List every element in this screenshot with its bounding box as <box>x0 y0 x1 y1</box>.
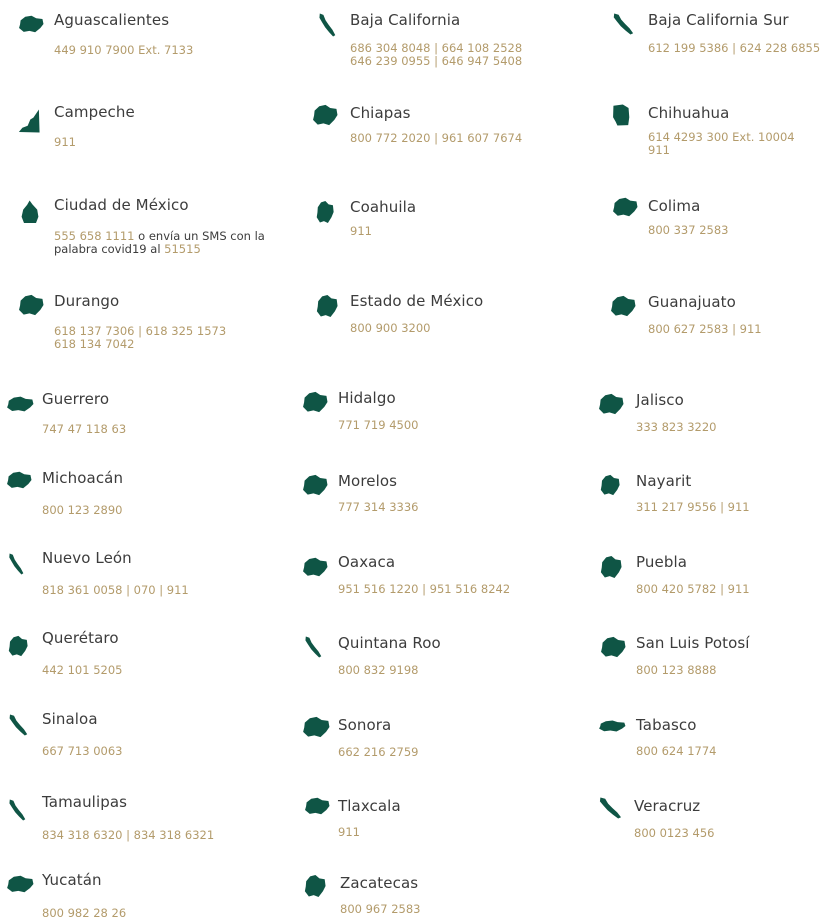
phone-number[interactable]: 800 982 28 26 <box>42 906 127 920</box>
state-name: Baja California <box>350 11 461 29</box>
state-phones <box>634 827 714 840</box>
state-phones <box>42 423 126 436</box>
state-phones <box>636 664 716 677</box>
state-phones <box>54 44 193 57</box>
phone-number[interactable]: 911 <box>648 143 670 157</box>
phone-number[interactable]: 818 361 0058 | 070 | 911 <box>42 583 189 597</box>
state-name: San Luis Potosí <box>636 634 750 652</box>
aguascalientes-map-icon <box>18 15 44 33</box>
san-luis-potosi-map-icon <box>600 636 626 658</box>
state-name: Jalisco <box>636 391 684 409</box>
coahuila-map-icon <box>316 200 334 224</box>
tabasco-map-icon <box>598 720 626 732</box>
sinaloa-map-icon <box>8 714 28 736</box>
baja-california-map-icon <box>318 13 336 37</box>
chiapas-map-icon <box>312 104 338 126</box>
puebla-map-icon <box>600 555 622 579</box>
state-phones <box>42 745 122 758</box>
state-name: Guerrero <box>42 390 110 408</box>
state-phones <box>636 501 750 514</box>
state-name: Campeche <box>54 103 135 121</box>
state-phones <box>42 907 126 920</box>
zacatecas-map-icon <box>304 874 326 898</box>
phone-number[interactable]: 771 719 4500 <box>338 418 419 432</box>
tlaxcala-map-icon <box>304 797 330 815</box>
colima-map-icon <box>612 197 638 217</box>
phone-number[interactable]: 800 900 3200 <box>350 321 431 335</box>
guerrero-map-icon <box>6 396 34 412</box>
phone-number[interactable]: 686 304 8048 | 664 108 2528 <box>350 41 523 55</box>
state-name: Chiapas <box>350 104 411 122</box>
phone-number[interactable]: 800 123 2890 <box>42 503 123 517</box>
phone-number[interactable]: 800 967 2583 <box>340 902 421 916</box>
state-phones <box>338 501 418 514</box>
tamaulipas-map-icon <box>8 799 26 821</box>
sonora-map-icon <box>302 716 330 738</box>
phone-number[interactable]: 646 239 0955 | 646 947 5408 <box>350 54 523 68</box>
nayarit-map-icon <box>600 474 620 496</box>
phone-number[interactable]: 311 217 9556 | 911 <box>636 500 750 514</box>
state-phones <box>42 664 122 677</box>
phone-number[interactable]: 800 624 1774 <box>636 744 717 758</box>
state-name: Ciudad de México <box>54 196 189 214</box>
phone-number[interactable]: 911 <box>350 224 372 238</box>
durango-map-icon <box>18 294 44 316</box>
veracruz-map-icon <box>598 797 622 819</box>
state-name: Zacatecas <box>340 874 419 892</box>
phone-number[interactable]: 911 <box>338 825 360 839</box>
state-phones <box>42 829 214 842</box>
state-name: Oaxaca <box>338 553 396 571</box>
state-phones <box>350 42 522 68</box>
state-phones <box>648 224 728 237</box>
state-phones <box>648 131 795 157</box>
state-name: Veracruz <box>634 797 701 815</box>
ciudad-de-mexico-map-icon <box>20 200 40 224</box>
phone-number[interactable]: 951 516 1220 | 951 516 8242 <box>338 582 511 596</box>
state-phones <box>636 421 716 434</box>
phone-number[interactable]: 800 337 2583 <box>648 223 729 237</box>
state-phones <box>42 584 189 597</box>
phone-number[interactable]: 449 910 7900 Ext. 7133 <box>54 43 194 57</box>
state-name: Nayarit <box>636 472 692 490</box>
state-phones <box>350 132 522 145</box>
state-name: Puebla <box>636 553 687 571</box>
hidalgo-map-icon <box>302 391 328 413</box>
queretaro-map-icon <box>8 635 28 657</box>
baja-california-sur-map-icon <box>612 13 634 35</box>
state-name: Yucatán <box>42 871 102 889</box>
phone-number[interactable]: 442 101 5205 <box>42 663 123 677</box>
state-name: Aguascalientes <box>54 11 170 29</box>
michoacan-map-icon <box>6 471 32 489</box>
phone-number[interactable]: 834 318 6320 | 834 318 6321 <box>42 828 215 842</box>
morelos-map-icon <box>302 474 328 496</box>
phone-number[interactable]: 612 199 5386 | 624 228 6855 <box>648 41 821 55</box>
state-name: Querétaro <box>42 629 119 647</box>
phone-number[interactable]: 800 627 2583 | 911 <box>648 322 762 336</box>
phone-number[interactable]: 800 123 8888 <box>636 663 717 677</box>
state-phones <box>338 419 418 432</box>
chihuahua-map-icon <box>612 104 630 126</box>
state-name: Nuevo León <box>42 549 132 567</box>
phone-number[interactable]: 618 137 7306 | 618 325 1573 <box>54 324 227 338</box>
state-name: Guanajuato <box>648 293 736 311</box>
state-phones <box>54 230 265 256</box>
phone-number[interactable]: 333 823 3220 <box>636 420 717 434</box>
state-phones <box>338 664 418 677</box>
state-phones <box>54 325 226 351</box>
phone-number[interactable]: 911 <box>54 135 76 149</box>
phone-number[interactable]: 667 713 0063 <box>42 744 123 758</box>
state-name: Coahuila <box>350 198 417 216</box>
jalisco-map-icon <box>598 393 624 415</box>
state-name: Michoacán <box>42 469 124 487</box>
state-name: Tamaulipas <box>42 793 128 811</box>
state-phones <box>636 745 716 758</box>
state-name: Morelos <box>338 472 398 490</box>
state-name: Colima <box>648 197 701 215</box>
sms-instruction: o envía un SMS con la <box>134 229 265 243</box>
phone-number[interactable]: 777 314 3336 <box>338 500 419 514</box>
state-name: Sonora <box>338 716 392 734</box>
phone-number[interactable]: 800 0123 456 <box>634 826 715 840</box>
state-phones <box>636 583 750 596</box>
campeche-map-icon <box>18 109 40 133</box>
state-name: Estado de México <box>350 292 484 310</box>
state-phones <box>54 136 76 149</box>
phone-number[interactable]: 747 47 118 63 <box>42 422 127 436</box>
state-name: Tabasco <box>636 716 697 734</box>
state-name: Baja California Sur <box>648 11 789 29</box>
phone-number[interactable]: 614 4293 300 Ext. 10004 <box>648 130 795 144</box>
phone-number[interactable]: 662 216 2759 <box>338 745 419 759</box>
yucatan-map-icon <box>6 875 34 893</box>
state-name: Sinaloa <box>42 710 98 728</box>
state-name: Tlaxcala <box>338 797 401 815</box>
oaxaca-map-icon <box>302 557 328 577</box>
state-name: Quintana Roo <box>338 634 441 652</box>
sms-number[interactable]: 51515 <box>164 242 201 256</box>
phone-link[interactable]: 555 658 1111 <box>54 229 135 243</box>
guanajuato-map-icon <box>610 295 636 317</box>
state-name: Hidalgo <box>338 389 396 407</box>
state-phones <box>338 826 360 839</box>
nuevo-leon-map-icon <box>8 553 24 575</box>
estado-de-mexico-map-icon <box>316 294 338 318</box>
phone-number[interactable]: 800 772 2020 | 961 607 7674 <box>350 131 523 145</box>
phone-number[interactable]: 800 420 5782 | 911 <box>636 582 750 596</box>
phone-number[interactable]: 800 832 9198 <box>338 663 419 677</box>
state-phones <box>42 504 122 517</box>
quintana-roo-map-icon <box>304 636 322 658</box>
state-phones <box>340 903 420 916</box>
phone-number[interactable]: 618 134 7042 <box>54 337 135 351</box>
state-phones <box>648 323 762 336</box>
state-phones <box>350 322 430 335</box>
state-phones <box>338 746 418 759</box>
sms-instruction: palabra covid19 al <box>54 242 165 256</box>
state-name: Chihuahua <box>648 104 730 122</box>
state-name: Durango <box>54 292 120 310</box>
state-phones <box>648 42 820 55</box>
state-phones <box>338 583 510 596</box>
state-phones <box>350 225 372 238</box>
